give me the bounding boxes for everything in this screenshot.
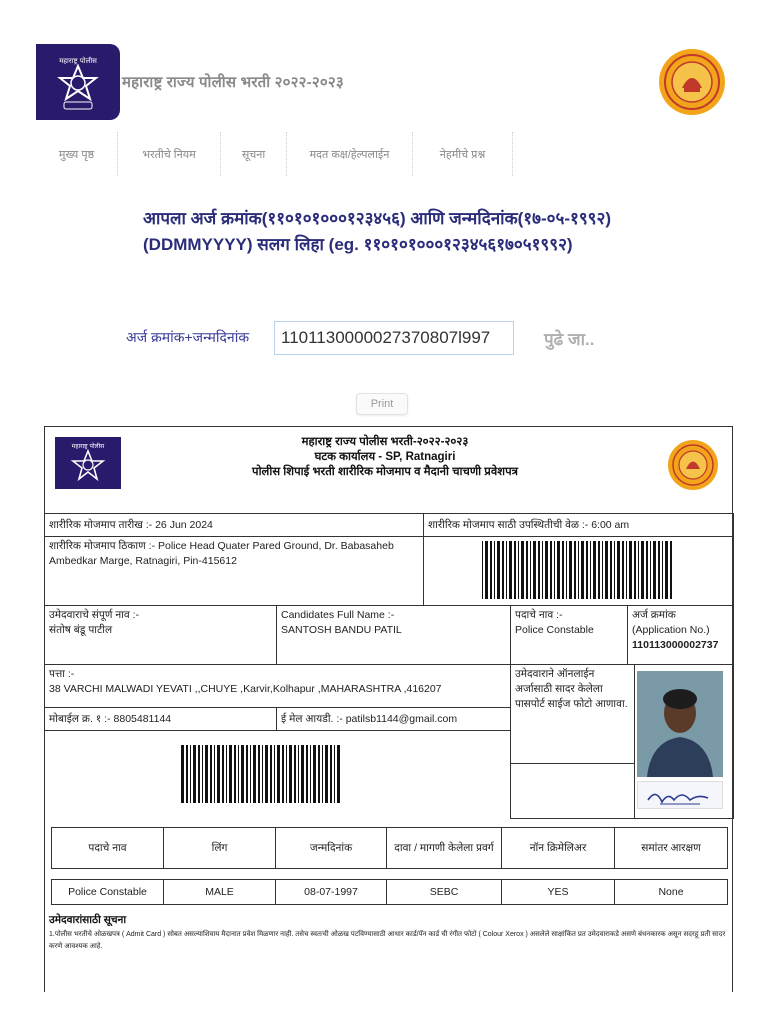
mobile-number: मोबाईल क्र. १ :- 8805481144: [44, 707, 277, 731]
barcode-cell: [423, 536, 734, 606]
table-value-dob: 08-07-1997: [275, 879, 387, 905]
admit-card: [44, 426, 733, 992]
table-value-gender: MALE: [163, 879, 276, 905]
instruction-line-1: आपला अर्ज क्रमांक(११०१०१०००१२३४५६) आणि जन्मदिनांक(१७-०५-१९९२): [143, 209, 611, 228]
instruction-line-2: (DDMMYYYY) सलग लिहा (eg. ११०१०१०००१२३४५६१७०५१९९२): [143, 235, 573, 254]
barcode-bottom: [181, 745, 341, 803]
post-name-label: पदाचे नाव :-: [515, 609, 563, 621]
post-name-value: Police Constable: [515, 624, 594, 636]
candidate-name-english-value: SANTOSH BANDU PATIL: [281, 624, 402, 636]
police-logo[interactable]: [36, 44, 120, 120]
barcode-top: [482, 541, 674, 599]
nav-home[interactable]: मुख्य पृष्ठ: [36, 132, 118, 176]
candidate-name-marathi-value: संतोष बंडू पाटील: [49, 624, 113, 636]
table-header-dob: जन्मदिनांक: [275, 827, 387, 869]
report-time: शारीरिक मोजमाप साठी उपस्थितीची वेळ :- 6:00 am: [423, 513, 734, 537]
card-police-logo: [55, 437, 121, 489]
address-value: 38 VARCHI MALWADI YEVATI ,,CHUYE ,Karvir,Kolhapur ,MAHARASHTRA ,416207: [49, 683, 442, 695]
application-number-label-en: (Application No.): [632, 624, 710, 636]
card-heading: [165, 435, 605, 480]
table-value-non-creamy: YES: [501, 879, 615, 905]
notice-title: उमेदवारांसाठी सूचना: [49, 914, 127, 926]
logo-text: महाराष्ट्र पोलीस: [59, 57, 97, 65]
maharashtra-emblem-icon: [658, 48, 726, 116]
application-number-value: 110113000002737: [632, 639, 719, 651]
nav-faq[interactable]: नेहमीचे प्रश्न: [413, 132, 513, 176]
nav-helpline[interactable]: मदत कक्ष/हेल्पलाईन: [287, 132, 413, 176]
card-police-star-icon: [59, 439, 117, 487]
candidate-name-marathi: [44, 605, 277, 665]
print-button[interactable]: Print: [356, 393, 408, 415]
photo-note: उमेदवाराने ऑनलाईन अर्जासाठी सादर केलेला पासपोर्ट साईज फोटो आणावा.: [510, 664, 635, 764]
notice-text: 1.पोलीस भरतीचे ओळखपत्र ( Admit Card ) सोबत असल्याशिवाय मैदानात प्रवेश मिळणार नाही. तसेच स्वतःची ओळख पटविण्यासाठी आधार कार्ड/पॅन कार्ड ची रंगीत फोटो ( Colour Xerox ) असलेले साक्षांकित प्रत उमेदवाराकडे असणे बंधनकारक असून सदरहू प्रती सादर करणे आवश्यक आहे.: [49, 931, 726, 950]
candidate-photo: [637, 671, 723, 777]
candidate-name-english-label: Candidates Full Name :-: [281, 609, 395, 621]
application-number: [627, 605, 734, 665]
nav-rules[interactable]: भरतीचे नियम: [118, 132, 221, 176]
site-title: महाराष्ट्र राज्य पोलीस भरती २०२२-२०२३: [122, 74, 344, 91]
card-emblem-icon: [667, 439, 719, 491]
candidate-signature: [637, 781, 723, 809]
next-button[interactable]: पुढे जा..: [544, 330, 595, 349]
instruction-text: [143, 206, 743, 258]
empty-cell: [510, 763, 635, 819]
email-address: ई मेल आयडी. :- patilsb1144@gmail.com: [276, 707, 511, 731]
table-header-category: दावा / मागणी केलेला प्रवर्ग: [386, 827, 502, 869]
card-heading-line-2: घटक कार्यालय - SP, Ratnagiri: [314, 451, 456, 463]
application-number-input[interactable]: [274, 321, 514, 355]
application-number-label-mr: अर्ज क्रमांक: [632, 609, 676, 621]
post-name: [510, 605, 628, 665]
nav-notices[interactable]: सूचना: [221, 132, 287, 176]
table-value-post: Police Constable: [51, 879, 164, 905]
test-date: शारीरिक मोजमाप तारीख :- 26 Jun 2024: [44, 513, 424, 537]
address: [44, 664, 511, 708]
table-header-post: पदाचे नाव: [51, 827, 164, 869]
candidate-name-marathi-label: उमेदवाराचे संपूर्ण नाव :-: [49, 609, 140, 621]
venue: शारीरिक मोजमाप ठिकाण :- Police Head Quater Pared Ground, Dr. Babasaheb Ambedkar Marge, Ratnagiri, Pin-415612: [44, 536, 424, 606]
table-value-parallel-reservation: None: [614, 879, 728, 905]
table-header-gender: लिंग: [163, 827, 276, 869]
candidate-name-english: [276, 605, 511, 665]
application-number-label: अर्ज क्रमांक+जन्मदिनांक: [126, 329, 250, 345]
police-star-icon: [46, 52, 110, 112]
table-value-category: SEBC: [386, 879, 502, 905]
address-label: पत्ता :-: [49, 668, 75, 680]
main-nav: [36, 132, 513, 176]
card-heading-line-3: पोलीस शिपाई भरती शारीरिक मोजमाप व मैदानी चाचणी प्रवेशपत्र: [252, 466, 518, 478]
card-heading-line-1: महाराष्ट्र राज्य पोलीस भरती-२०२२-२०२३: [301, 436, 469, 448]
table-header-non-creamy: नॉन क्रिमेलिअर: [501, 827, 615, 869]
card-logo-text: महाराष्ट्र पोलीस: [71, 443, 105, 450]
table-header-parallel-reservation: समांतर आरक्षण: [614, 827, 728, 869]
